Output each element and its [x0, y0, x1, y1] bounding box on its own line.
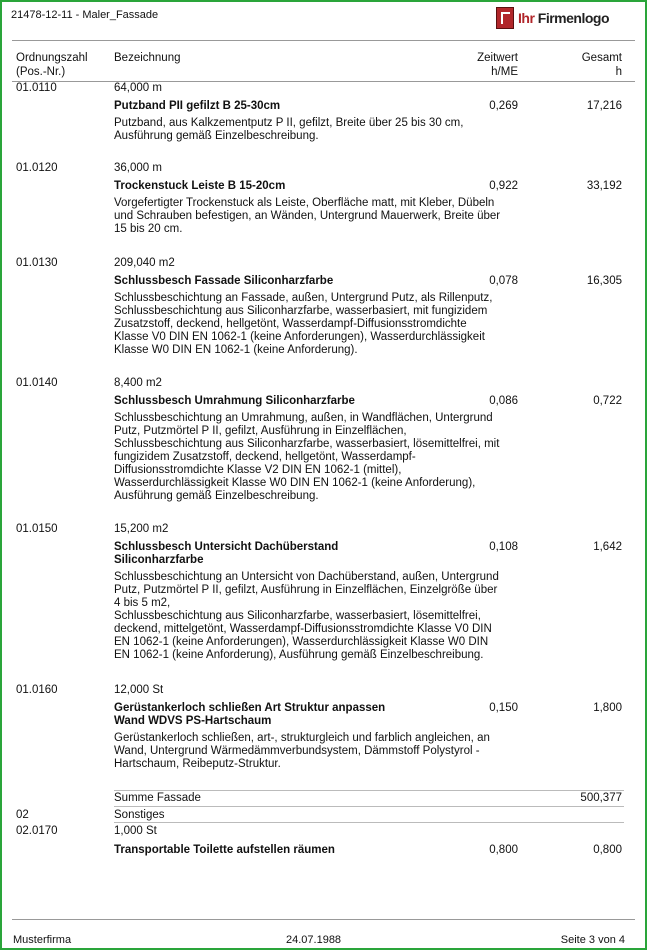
column-header-pos: Ordnungszahl (Pos.-Nr.): [16, 52, 88, 78]
item-description-line: fungizidem Zusatzstoff, deckend, hellgetönt, Wasserdampf-: [114, 451, 416, 463]
item-quantity: 209,040 m2: [114, 257, 175, 269]
item-description-line: Klasse W0 DIN EN 1062-1 (keine Anforderung).: [114, 344, 358, 356]
item-description-line: 4 bis 5 m2,: [114, 597, 171, 609]
item-description-line: Wand, Untergrund Wärmedämmverbundsystem, Dämmstoff Polystyrol -: [114, 745, 480, 757]
item-description-line: Schlussbeschichtung an Umrahmung, außen, in Wandflächen, Untergrund: [114, 412, 493, 424]
summary-value: 500,377: [580, 792, 622, 804]
item-quantity: 64,000 m: [114, 82, 162, 94]
item-gesamt: 16,305: [586, 275, 622, 287]
item-gesamt: 1,642: [593, 541, 622, 553]
item-quantity: 8,400 m2: [114, 377, 162, 389]
item-description-line: Schlussbeschichtung aus Siliconharzfarbe, wasserbasiert, lösemittelfrei,: [114, 610, 481, 622]
footer-page-number: Seite 3 von 4: [560, 934, 625, 946]
item-title: Schlussbesch Fassade Siliconharzfarbe: [114, 275, 334, 287]
last-item-zeitwert: 0,800: [489, 844, 518, 856]
group-pos: 02: [16, 809, 29, 821]
item-description-line: Zusatzstoff, deckend, hellgetönt, Wasserdampf-Diffusionsstromdichte: [114, 318, 467, 330]
item-pos: 01.0150: [16, 523, 58, 535]
item-gesamt: 33,192: [586, 180, 622, 192]
item-description-line: Putz, Putzmörtel P II, gefilzt, Ausführung in Einzelflächen,: [114, 425, 407, 437]
company-logo: [496, 6, 609, 30]
column-header-divider: [12, 81, 635, 82]
document-id: 21478-12-11 - Maler_Fassade: [11, 9, 159, 21]
last-item-gesamt: 0,800: [593, 844, 622, 856]
item-description-line: Schlussbeschichtung aus Siliconharzfarbe, wasserbasiert, lösemittelfrei, mit: [114, 438, 500, 450]
item-description-line: Putzband, aus Kalkzementputz P II, gefilzt, Breite über 25 bis 30 cm,: [114, 117, 464, 129]
footer-divider: [12, 919, 635, 920]
last-item-quantity: 1,000 St: [114, 825, 157, 837]
item-title: Gerüstankerloch schließen Art Struktur anpassen: [114, 702, 386, 714]
last-item-title: Transportable Toilette aufstellen räumen: [114, 844, 335, 856]
logo-text: Ihr Firmenlogo: [518, 10, 610, 26]
item-pos: 01.0120: [16, 162, 58, 174]
summary-bottom-rule: [114, 806, 624, 807]
item-gesamt: 17,216: [586, 100, 622, 112]
item-pos: 01.0130: [16, 257, 58, 269]
item-description-line: Klasse V0 DIN EN 1062-1 (keine Anforderungen), Wasserdurchlässigkeit: [114, 331, 485, 343]
item-zeitwert: 0,922: [489, 180, 518, 192]
item-description-line: Vorgefertigter Trockenstuck als Leiste, Oberfläche matt, mit Kleber, Dübeln: [114, 197, 495, 209]
item-pos: 01.0140: [16, 377, 58, 389]
item-title-line2: Wand WDVS PS-Hartschaum: [114, 715, 272, 727]
logo-mark-icon: [496, 7, 514, 29]
item-quantity: 15,200 m2: [114, 523, 169, 535]
item-pos: 01.0160: [16, 684, 58, 696]
summary-top-rule: [114, 790, 624, 791]
item-description-line: Ausführung gemäß Einzelbeschreibung.: [114, 130, 319, 142]
item-zeitwert: 0,086: [489, 395, 518, 407]
group-label: Sonstiges: [114, 809, 165, 821]
item-description-line: Schlussbeschichtung aus Siliconharzfarbe, wasserbasiert, mit fungizidem: [114, 305, 488, 317]
last-item-pos: 02.0170: [16, 825, 58, 837]
footer-date: 24.07.1988: [286, 934, 342, 946]
header-divider: [12, 40, 635, 41]
column-header-zeitwert: Zeitwert h/ME: [477, 52, 518, 78]
item-description-line: Gerüstankerloch schließen, art-, strukturgleich und farblich angleichen, an: [114, 732, 490, 744]
column-header-description: Bezeichnung: [114, 52, 181, 64]
item-description-line: Putz, Putzmörtel P II, gefilzt, Ausführung in Einzelflächen, Einzelgröße über: [114, 584, 498, 596]
item-description-line: und Schrauben befestigen, an Wänden, Untergrund Mauerwerk, Breite über: [114, 210, 501, 222]
item-description-line: Diffusionsstromdichte Klasse V2 DIN EN 1062-1 (mittel),: [114, 464, 402, 476]
item-zeitwert: 0,108: [489, 541, 518, 553]
item-quantity: 36,000 m: [114, 162, 162, 174]
item-description-line: 15 bis 20 cm.: [114, 223, 183, 235]
item-title: Schlussbesch Untersicht Dachüberstand: [114, 541, 339, 553]
item-gesamt: 1,800: [593, 702, 622, 714]
item-zeitwert: 0,150: [489, 702, 518, 714]
item-title: Schlussbesch Umrahmung Siliconharzfarbe: [114, 395, 355, 407]
summary-label: Summe Fassade: [114, 792, 201, 804]
item-title-line2: Siliconharzfarbe: [114, 554, 204, 566]
item-description-line: Hartschaum, Reibeputz-Struktur.: [114, 758, 281, 770]
item-description-line: Schlussbeschichtung an Fassade, außen, Untergrund Putz, als Rillenputz,: [114, 292, 493, 304]
item-description-line: deckend, mittelgetönt, Wasserdampf-Diffusionsstromdichte Klasse V0 DIN: [114, 623, 492, 635]
item-description-line: EN 1062-1 (keine Anforderungen), Wasserdurchlässigkeit Klasse W0 DIN: [114, 636, 489, 648]
group-rule: [114, 822, 624, 823]
column-header-gesamt: Gesamt h: [581, 52, 622, 78]
item-description-line: Schlussbeschichtung an Untersicht von Dachüberstand, außen, Untergrund: [114, 571, 499, 583]
item-zeitwert: 0,078: [489, 275, 518, 287]
footer-company: Musterfirma: [13, 934, 72, 946]
item-quantity: 12,000 St: [114, 684, 164, 696]
item-description-line: EN 1062-1 (keine Anforderung), Ausführung gemäß Einzelbeschreibung.: [114, 649, 484, 661]
item-pos: 01.0110: [16, 82, 57, 94]
item-zeitwert: 0,269: [489, 100, 518, 112]
item-title: Putzband PII gefilzt B 25-30cm: [114, 100, 281, 112]
item-gesamt: 0,722: [593, 395, 622, 407]
item-title: Trockenstuck Leiste B 15-20cm: [114, 180, 286, 192]
item-description-line: Wasserdurchlässigkeit Klasse W0 DIN EN 1062-1 (keine Anforderung),: [114, 477, 476, 489]
item-description-line: Ausführung gemäß Einzelbeschreibung.: [114, 490, 319, 502]
